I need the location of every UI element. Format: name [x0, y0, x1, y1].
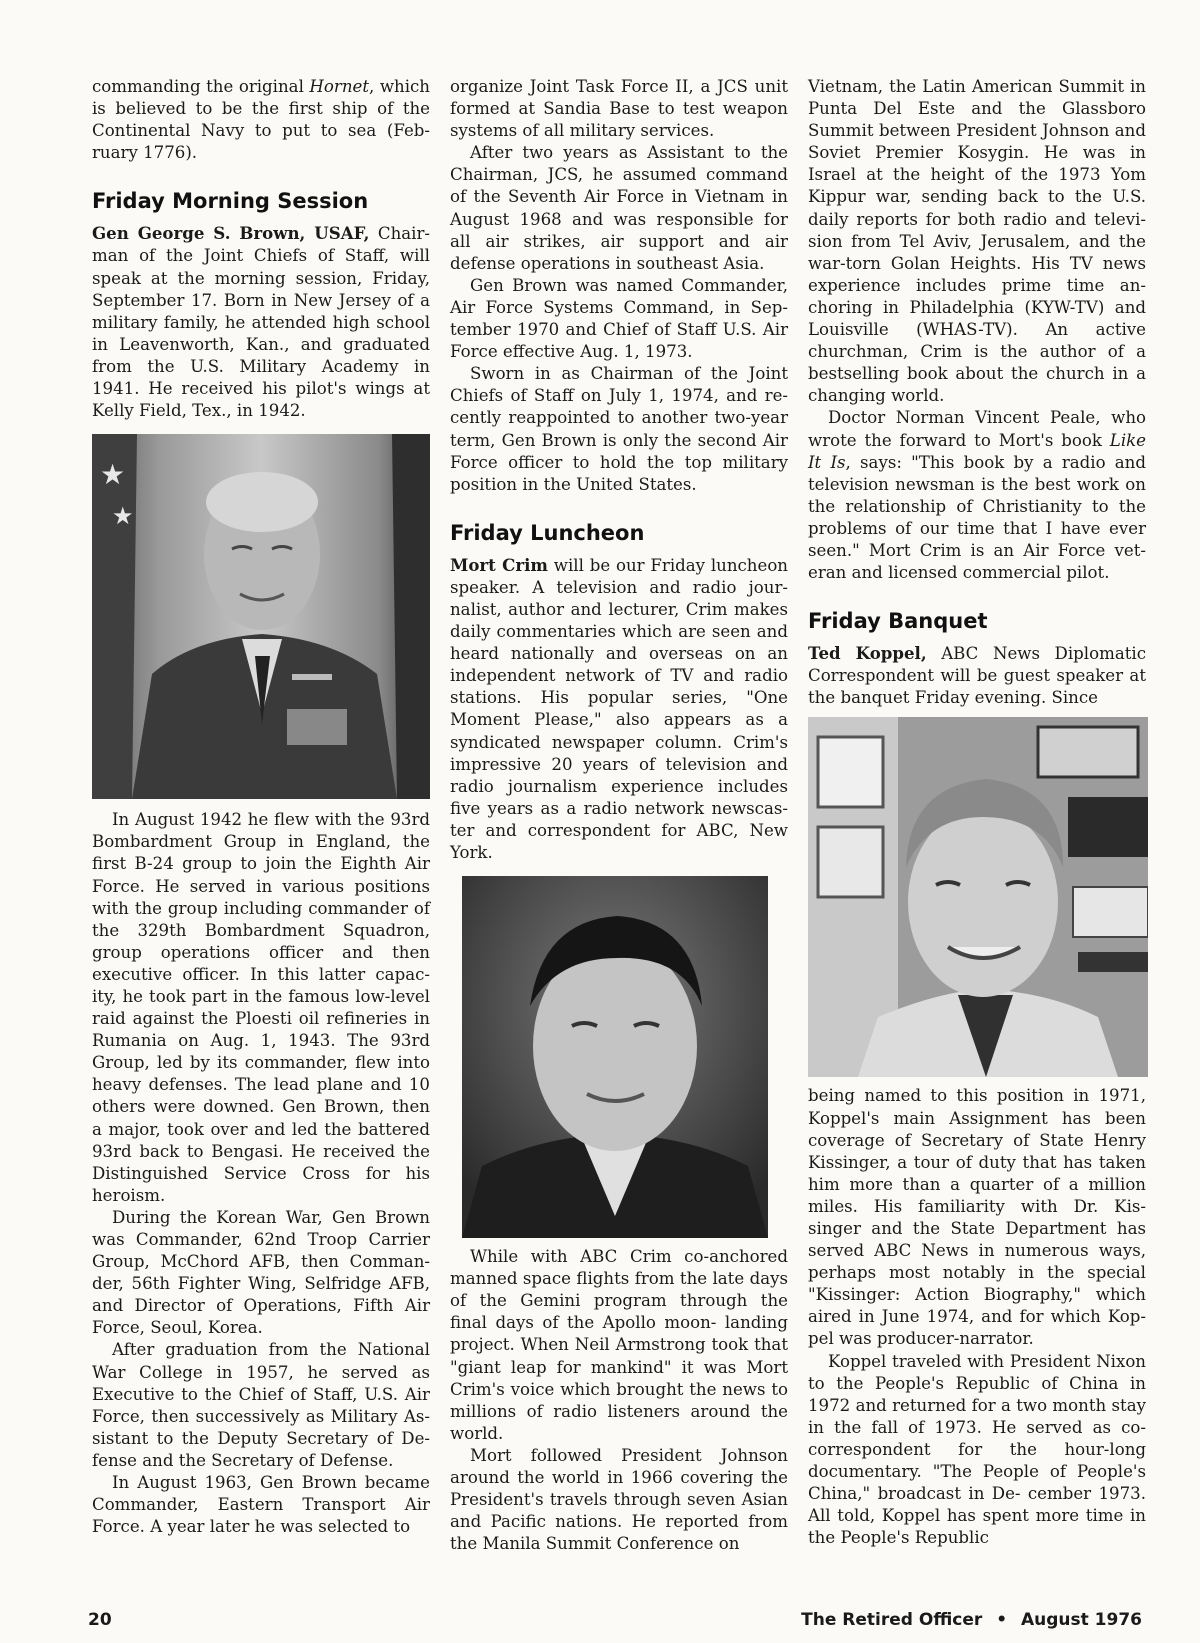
photo-gen-brown	[92, 434, 430, 799]
photo-ted-koppel	[808, 717, 1148, 1077]
column-3	[808, 76, 1146, 1549]
paragraph-brown-systems-command: Gen Brown was named Commander, Air Force Systems Command, in Sep- tember 1970 and Chief of Staff U.S. Air Force effective Aug. 1, 1973.	[450, 275, 788, 362]
paragraph-peale-quote: Doctor Norman Vincent Peale, who wrote the forward to Mort's book Like It Is, says: "This book by a radio and television newsman is the best work on the relationship of Christianity to the problems of our time that I have ever seen." Mort Crim is an Air Force vet- eran and licensed commercial pilot.	[808, 408, 1146, 583]
paragraph-brown-intro: Gen George S. Brown, USAF, Chair- man of the Joint Chiefs of Staff, will speak at the morning session, Friday, September 17. Born in New Jersey of a military family, he attended high school in Leavenworth, Kan., and graduated from the U.S. Military Academy in 1941. He received his pilot's wings at Kelly Field, Tex., in 1942.	[92, 223, 430, 421]
publication-title: The Retired Officer	[801, 1610, 983, 1630]
page-number: 20	[88, 1610, 112, 1630]
publication-line	[801, 1610, 1142, 1630]
paragraph-brown-ww2: In August 1942 he flew with the 93rd Bombardment Group in England, the first B-24 group to join the Eighth Air Force. He served in various positions with the group including commander of the 329th Bombardment Squadron, group operations officer and then executive officer. In this latter capac- ity, he took part in the famous low-level raid against the Ploesti oil refineries in Rumania on Aug. 1, 1943. The 93rd Group, led by its commander, flew into heavy defenses. The lead plane and 10 others were downed. Gen Brown, then a major, took over and led the battered 93rd back to Bengasi. He received the Distinguished Service Cross for his heroism.	[92, 810, 430, 1205]
column-1	[92, 76, 430, 1538]
publication-date: August 1976	[1020, 1610, 1142, 1630]
paragraph-koppel-intro: Ted Koppel, ABC News Diplomatic Correspondent will be guest speaker at the banquet Friday evening. Since	[808, 643, 1146, 708]
section-heading-luncheon: Friday Luncheon	[450, 520, 645, 545]
section-heading-banquet: Friday Banquet	[808, 609, 988, 634]
paragraph-crim-space: While with ABC Crim co-anchored manned space flights from the late days of the Gemini program through the final days of the Apollo moon- landing project. When Neil Armstrong took that "giant leap for mankind" it was Mort Crim's voice which brought the news to millions of radio listeners around the world.	[450, 1247, 788, 1443]
paragraph-koppel-kissinger: being named to this position in 1971, Koppel's main Assignment has been coverage of Secretary of State Henry Kissinger, a tour of duty that has taken him more than a quarter of a million miles. His familiarity with Dr. Kis- singer and the State Department has served ABC News in numerous ways, perhaps most notably in the special "Kissinger: Action Biography," which aired in June 1974, and for which Kop- pel was producer-narrator.	[808, 1086, 1146, 1349]
photo-mort-crim	[462, 876, 768, 1238]
paragraph-continued: organize Joint Task Force II, a JCS unit formed at Sandia Base to test weapon systems of all military services.	[450, 77, 788, 141]
svg-text:★: ★	[100, 458, 126, 492]
paragraph-brown-korea: During the Korean War, Gen Brown was Commander, 62nd Troop Carrier Group, McChord AFB, then Comman- der, 56th Fighter Wing, Selfridge AFB, and Director of Operations, Fifth Air Force, Seoul, Korea.	[92, 1207, 430, 1338]
paragraph-brown-vietnam: After two years as Assistant to the Chairman, JCS, he assumed command of the Seventh Air Force in Vietnam in August 1968 and was responsible for all air strikes, air support and air defense operations in southeast Asia.	[450, 143, 788, 273]
svg-text:★: ★	[112, 502, 134, 531]
paragraph-crim-johnson: Mort followed President Johnson around the world in 1966 covering the President's travels through seven Asian and Pacific nations. He reported from the Manila Summit Conference on	[450, 1445, 788, 1554]
paragraph-continued: commanding the original Hornet, which is believed to be the first ship of the Continental Navy to put to sea (Feb- ruary 1776).	[92, 77, 430, 163]
paragraph-crim-intro: Mort Crim will be our Friday luncheon speaker. A television and radio jour- nalist, author and lecturer, Crim makes daily commentaries which are seen and heard nationally and overseas on an independent network of TV and radio stations. His popular series, "One Moment Please," also appears as a syndicated newspaper column. Crim's impressive 20 years of television and radio journalism experience includes five years as a radio network newscas- ter and correspondent for ABC, New York.	[450, 554, 788, 862]
paragraph-koppel-china: Koppel traveled with President Nixon to the People's Republic of China in 1972 and returned for a two month stay in the fall of 1973. He served as co-correspondent for the hour-long documentary. "The People of People's China," broadcast in De- cember 1973. All told, Koppel has spent more time in the People's Republic	[808, 1351, 1146, 1548]
paragraph-continued: Vietnam, the Latin American Summit in Punta Del Este and the Glassboro Summit between President Johnson and Soviet Premier Kosygin. He was in Israel at the height of the 1973 Yom Kippur war, sending back to the U.S. daily reports for both radio and televi- sion from Tel Aviv, Jerusalem, and the war-torn Golan Heights. His TV news experience includes prime time an- choring in Philadelphia (KYW-TV) and Louisville (WHAS-TV). An active churchman, Crim is the author of a bestselling book about the church in a changing world.	[808, 77, 1146, 406]
footer-separator: •	[996, 1610, 1008, 1630]
paragraph-brown-1963: In August 1963, Gen Brown became Commander, Eastern Transport Air Force. A year later he was selected to	[92, 1473, 430, 1537]
paragraph-brown-jcs: Sworn in as Chairman of the Joint Chiefs of Staff on July 1, 1974, and re- cently reappointed to another two-year term, Gen Brown is only the second Air Force officer to hold the top military position in the United States.	[450, 364, 788, 494]
column-2	[450, 76, 788, 1555]
paragraph-brown-war-college: After graduation from the National War College in 1957, he served as Executive to the Chief of Staff, U.S. Air Force, then successively as Military As- sistant to the Deputy Secretary of De- fense and the Secretary of Defense.	[92, 1340, 430, 1470]
section-heading-morning: Friday Morning Session	[92, 189, 369, 214]
